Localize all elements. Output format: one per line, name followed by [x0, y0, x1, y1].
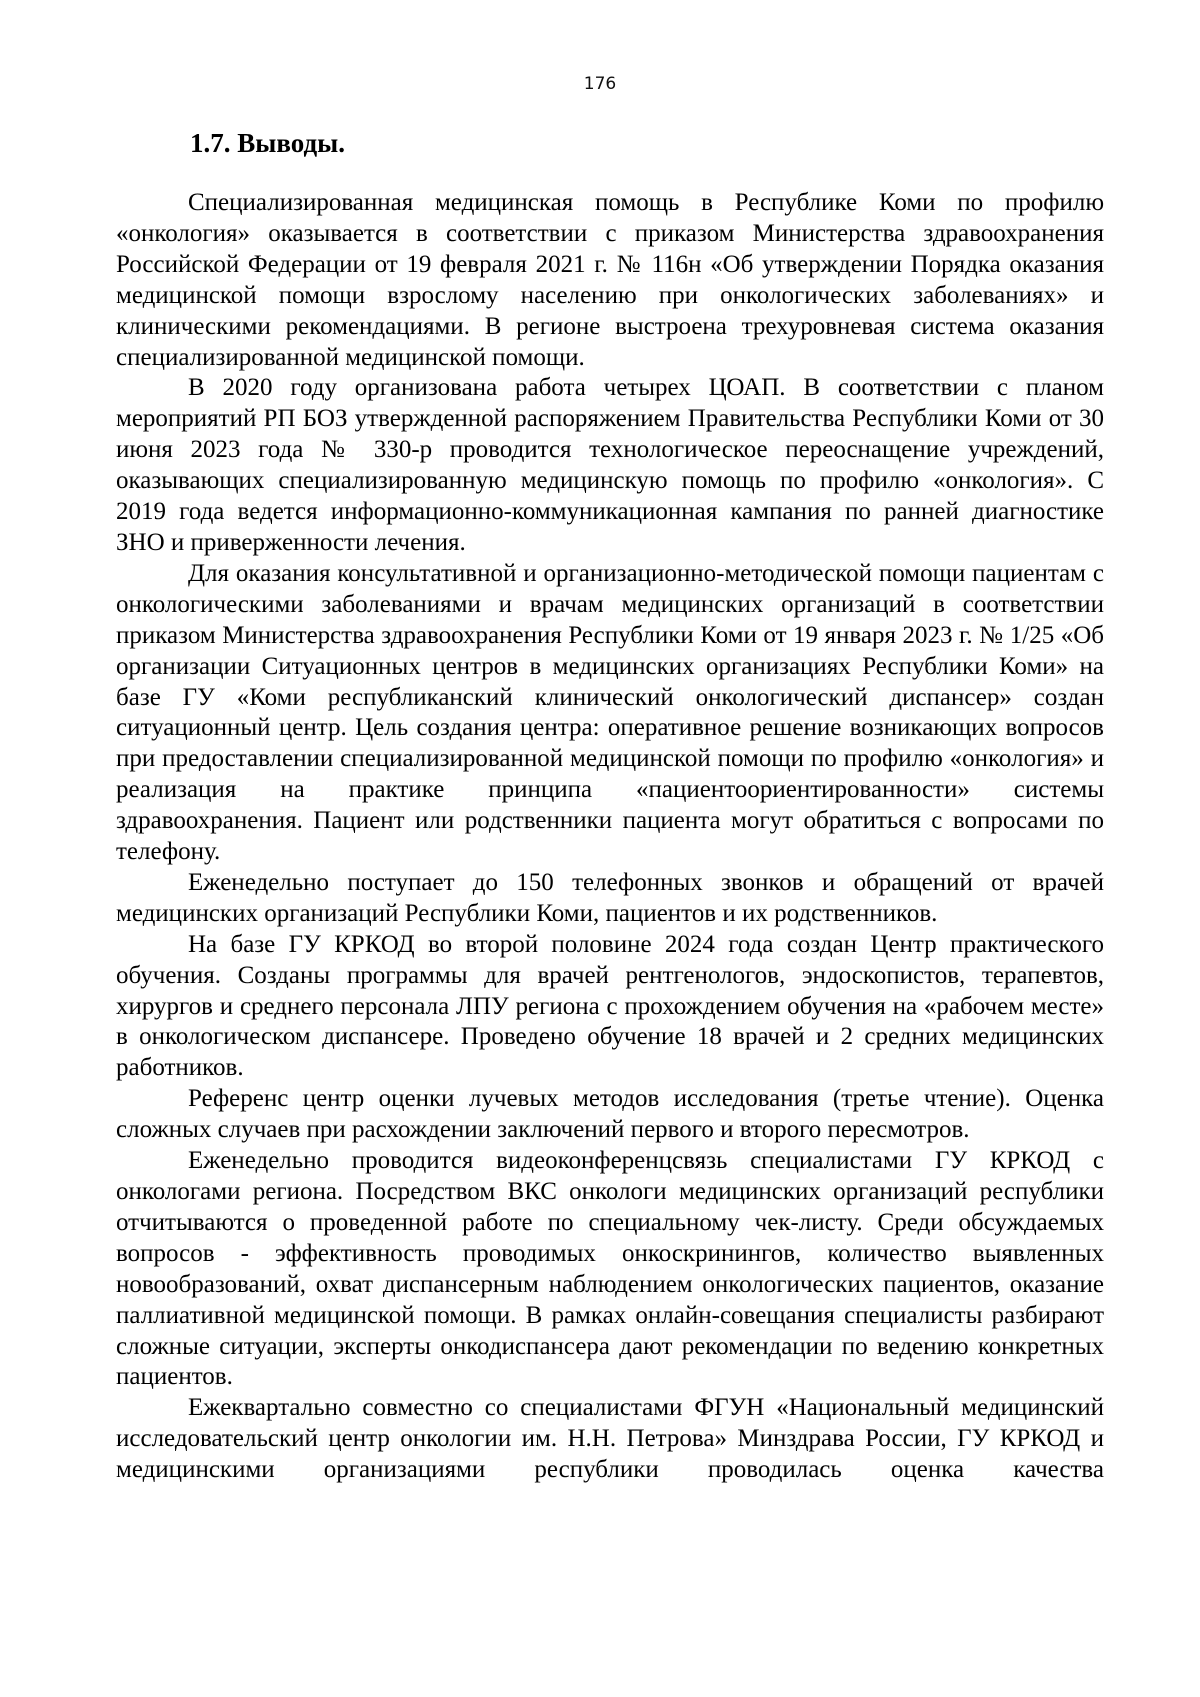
paragraph: Для оказания консультативной и организационно-методической помощи пациентам с онкологическими заболеваниями и врачам медицинских организаций в соответствии приказом Министерства здравоохранения Республики Коми от 19 января 2023 г. № 1/25 «Об организации Ситуационных центров в медицинских организациях Республики Коми» на базе ГУ «Коми республиканский клинический онкологический диспансер» создан ситуационный центр. Цель создания центра: оперативное решение возникающих вопросов при предоставлении специализированной медицинской помощи по профилю «онкология» и реализация на практике принципа «пациентоориентированности» системы здравоохранения. Пациент или родственники пациента могут обратиться с вопросами по телефону.	[116, 559, 1104, 866]
paragraph: Еженедельно поступает до 150 телефонных звонков и обращений от врачей медицинских организаций Республики Коми, пациентов и их родственников.	[116, 868, 1104, 927]
page-number: 176	[583, 74, 617, 94]
paragraph: На базе ГУ КРКОД во второй половине 2024 года создан Центр практического обучения. Созданы программы для врачей рентгенологов, эндоскопистов, терапевтов, хирургов и среднего персонала ЛПУ региона с прохождением обучения на «рабочем месте» в онкологическом диспансере. Проведено обучение 18 врачей и 2 средних медицинских работников.	[116, 930, 1104, 1082]
section-heading: 1.7. Выводы.	[190, 128, 345, 158]
paragraph: В 2020 году организована работа четырех ЦОАП. В соответствии с планом мероприятий РП БОЗ утвержденной распоряжением Правительства Республики Коми от 30 июня 2023 года № 330-р проводится технологическое переоснащение учреждений, оказывающих специализированную медицинскую помощь по профилю «онкология». С 2019 года ведется информационно-коммуникационная кампания по ранней диагностике ЗНО и приверженности лечения.	[116, 374, 1104, 556]
paragraph: Специализированная медицинская помощь в Республике Коми по профилю «онкология» оказывается в соответствии с приказом Министерства здравоохранения Российской Федерации от 19 февраля 2021 г. № 116н «Об утверждении Порядка оказания медицинской помощи взрослому населению при онкологических заболеваниях» и клиническими рекомендациями. В регионе выстроена трехуровневая система оказания специализированной медицинской помощи.	[116, 189, 1104, 371]
paragraph: Референс центр оценки лучевых методов исследования (третье чтение). Оценка сложных случаев при расхождении заключений первого и второго пересмотров.	[116, 1085, 1104, 1144]
body-text	[116, 188, 1104, 1486]
paragraph: Еженедельно проводится видеоконференцсвязь специалистами ГУ КРКОД с онкологами региона. Посредством ВКС онкологи медицинских организаций республики отчитываются о проведенной работе по специальному чек-листу. Среди обсуждаемых вопросов - эффективность проводимых онкоскринингов, количество выявленных новообразований, охват диспансерным наблюдением онкологических пациентов, оказание паллиативной медицинской помощи. В рамках онлайн-совещания специалисты разбирают сложные ситуации, эксперты онкодиспансера дают рекомендации по ведению конкретных пациентов.	[116, 1147, 1104, 1391]
paragraph: Ежеквартально совместно со специалистами ФГУН «Национальный медицинский исследовательский центр онкологии им. Н.Н. Петрова» Минздрава России, ГУ КРКОД и медицинскими организациями республики проводилась оценка качества	[116, 1394, 1104, 1484]
